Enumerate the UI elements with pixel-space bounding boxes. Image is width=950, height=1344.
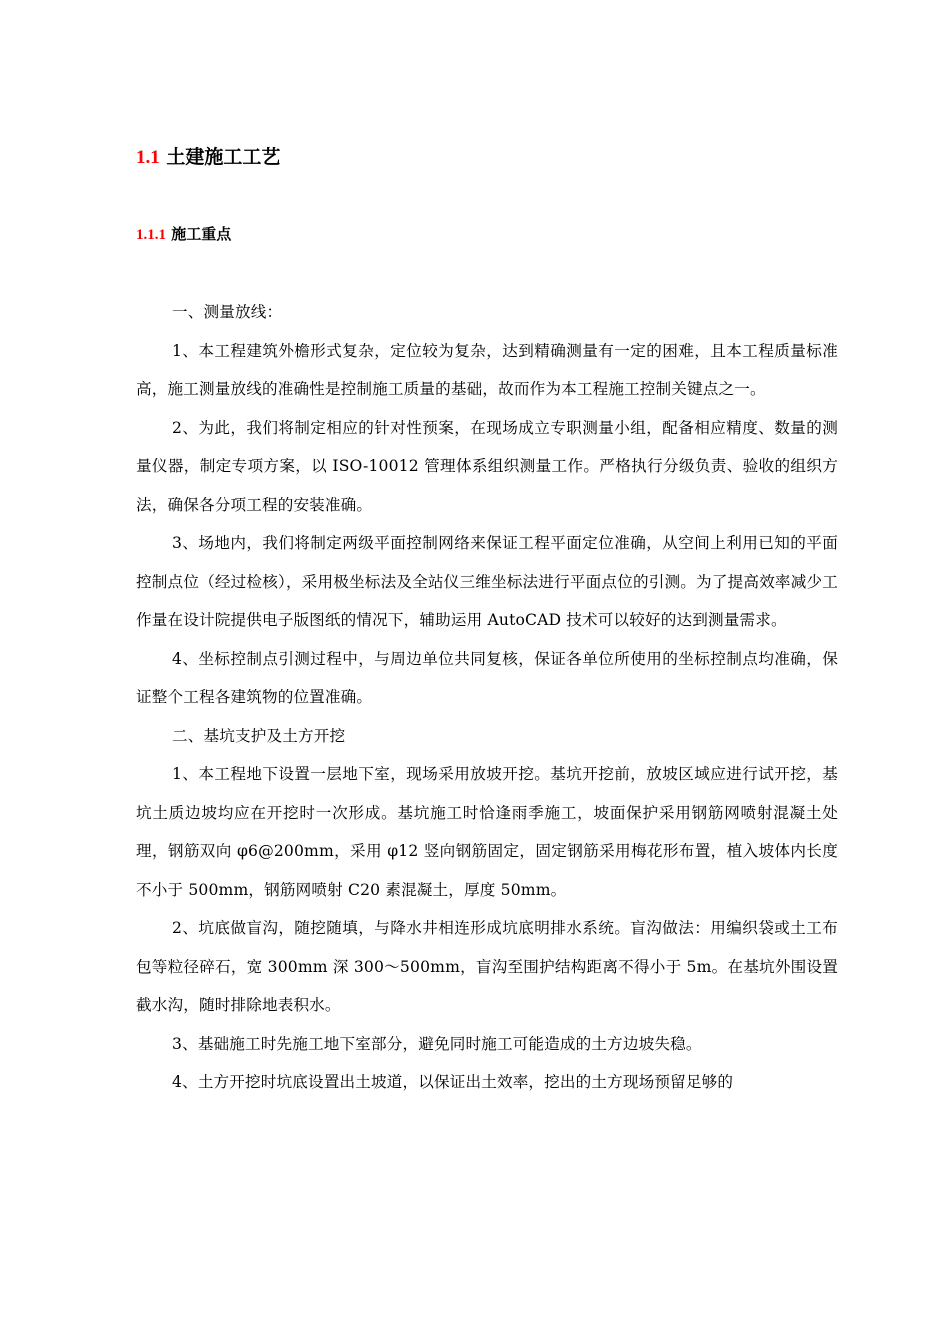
subsection-heading [136,223,231,246]
paragraph: 2、为此，我们将制定相应的针对性预案，在现场成立专职测量小组，配备相应精度、数量的测量仪器，制定专项方案，以 ISO-10012 管理体系组织测量工作。严格执行分级负责、验收的组织方法，确保各分项工程的安装准确。 [136,418,838,514]
paragraph: 一、测量放线： [172,303,283,321]
subsection-title: 施工重点 [171,225,232,243]
paragraph: 3、基础施工时先施工地下室部分，避免同时施工可能造成的土方边坡失稳。 [172,1034,702,1053]
body-text [136,293,838,1102]
paragraph: 1、本工程建筑外檐形式复杂，定位较为复杂，达到精确测量有一定的困难，且本工程质量标准高，施工测量放线的准确性是控制施工质量的基础，故而作为本工程施工控制关键点之一。 [136,341,838,398]
paragraph: 2、坑底做盲沟，随挖随填，与降水井相连形成坑底明排水系统。盲沟做法：用编织袋或土工布包等粒径碎石，宽 300mm 深 300～500mm，盲沟至围护结构距离不得小于 5m。在基坑外围设置截水沟，随时排除地表积水。 [136,919,838,1014]
paragraph: 4、坐标控制点引测过程中，与周边单位共同复核，保证各单位所使用的坐标控制点均准确，保证整个工程各建筑物的位置准确。 [136,649,838,706]
paragraph: 1、本工程地下设置一层地下室，现场采用放坡开挖。基坑开挖前，放坡区域应进行试开挖，基坑土质边坡均应在开挖时一次形成。基坑施工时恰逢雨季施工，坡面保护采用钢筋网喷射混凝土处理，钢筋双向 φ6@200mm，采用 φ12 竖向钢筋固定，固定钢筋采用梅花形布置，植入坡体内长度不小于 500mm，钢筋网喷射 C20 素混凝土，厚度 50mm。 [136,765,838,899]
paragraph: 3、场地内，我们将制定两级平面控制网络来保证工程平面定位准确，从空间上利用已知的平面控制点位（经过检核），采用极坐标法及全站仪三维坐标法进行平面点位的引测。为了提高效率减少工作量在设计院提供电子版图纸的情况下，辅助运用 AutoCAD 技术可以较好的达到测量需求。 [136,534,838,629]
paragraph: 4、土方开挖时坑底设置出土坡道，以保证出土效率，挖出的土方现场预留足够的 [172,1073,734,1091]
subsection-number: 1.1.1 [136,227,166,243]
section-heading [136,144,280,171]
paragraph: 二、基坑支护及土方开挖 [172,726,346,745]
section-title: 土建施工工艺 [166,146,281,168]
section-number: 1.1 [136,147,160,168]
